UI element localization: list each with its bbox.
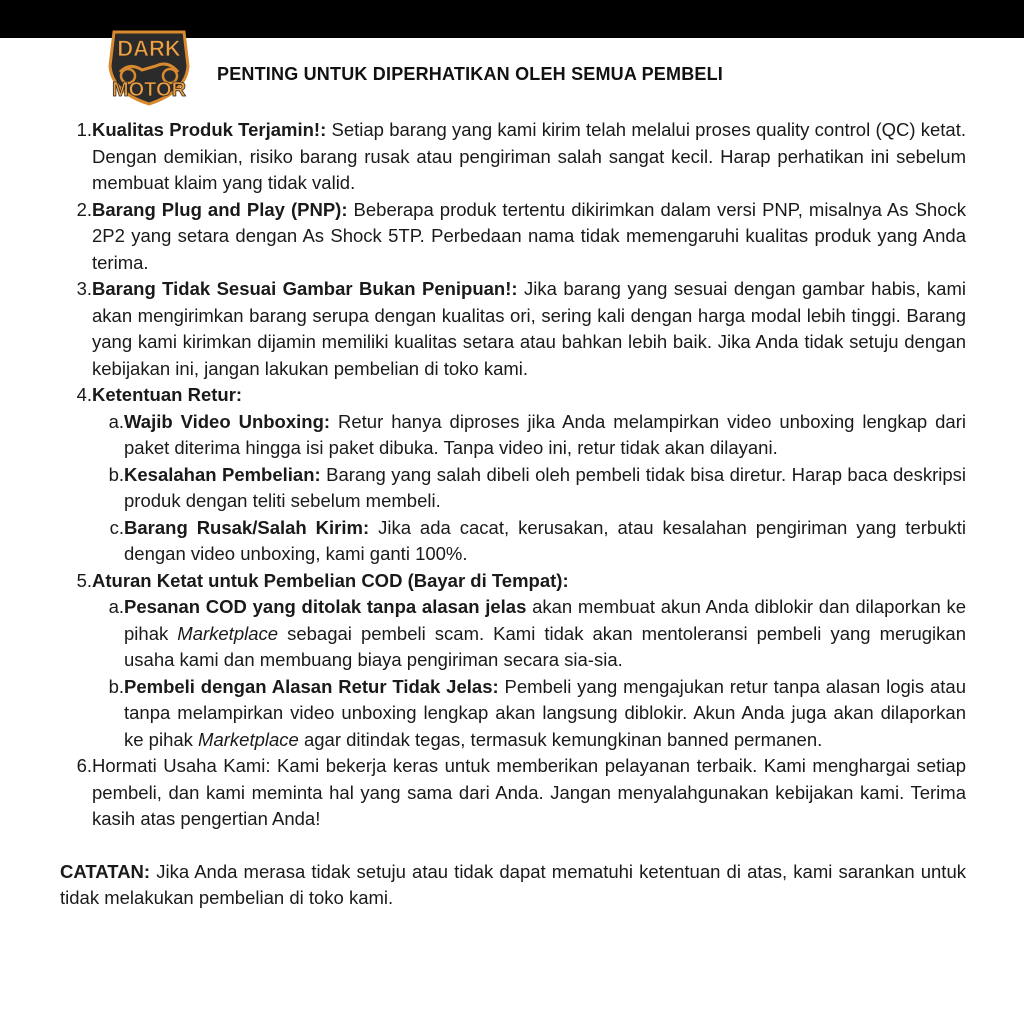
rule-item-2	[60, 197, 966, 277]
sub-description-cont: sebagai pembeli scam. Kami tidak akan mentoleransi pembeli yang merugikan usaha kami dan membuang biaya pengiriman secara sia-sia.	[124, 622, 966, 670]
sub-item-b	[92, 674, 966, 754]
rule-label: Barang Tidak Sesuai Gambar Bukan Penipuan!:	[92, 278, 518, 299]
rule-text	[92, 197, 966, 277]
sub-list-letter: a.	[108, 410, 124, 432]
rule-description: Hormati Usaha Kami: Kami bekerja keras untuk memberikan pelayanan terbaik. Kami menghargai setiap pembeli, dan kami meminta hal yang sama dari Anda. Jangan menyalahgunakan kebijakan kami. Terima kasih atas pengertian Anda!	[92, 755, 966, 829]
sub-list-letter: c.	[109, 516, 124, 538]
logo-text-top: DARK	[117, 36, 181, 61]
rule-item-3	[60, 276, 966, 382]
closing-note	[60, 859, 966, 912]
sub-item-a	[92, 409, 966, 462]
list-number: 4.	[76, 384, 92, 405]
marketplace-term: Marketplace	[177, 622, 279, 644]
sub-item-c	[92, 515, 966, 568]
sub-label: Pesanan COD yang ditolak tanpa alasan jelas	[124, 596, 527, 617]
dark-motor-logo	[106, 26, 192, 106]
sub-description: Barang yang salah dibeli oleh pembeli tidak bisa diretur. Harap baca deskripsi produk dengan teliti sebelum membeli.	[124, 463, 966, 511]
sub-label: Kesalahan Pembelian:	[124, 463, 321, 485]
sub-text	[124, 409, 966, 462]
sub-label: Barang Rusak/Salah Kirim:	[124, 516, 370, 538]
rule-label: Kualitas Produk Terjamin!:	[92, 119, 327, 140]
sub-description: akan membuat akun Anda diblokir dan dilaporkan ke pihak	[124, 596, 966, 644]
rule-description: Beberapa produk tertentu dikirimkan dalam versi PNP, misalnya As Shock 2P2 yang setara dengan As Shock 5TP. Perbedaan nama tidak memengaruhi kualitas produk yang Anda terima.	[92, 198, 966, 273]
list-number: 3.	[76, 278, 92, 299]
rule-item-6	[60, 753, 966, 833]
rule-item-4	[60, 382, 966, 568]
list-number: 6.	[76, 755, 92, 776]
sub-label: Wajib Video Unboxing:	[124, 410, 331, 432]
rule-item-1	[60, 117, 966, 197]
rule-text	[92, 276, 966, 382]
sub-description-cont: agar ditindak tegas, termasuk kemungkinan banned permanen.	[298, 728, 823, 750]
sub-list-letter: b.	[108, 675, 124, 697]
rule-text	[92, 382, 966, 409]
document-body	[60, 117, 966, 930]
list-number: 2.	[76, 198, 92, 220]
marketplace-term: Marketplace	[198, 728, 299, 750]
sub-list-letter: b.	[108, 463, 124, 485]
rule-text	[92, 117, 966, 197]
sub-item-b	[92, 462, 966, 515]
rule-item-5	[60, 568, 966, 754]
sub-description: Jika ada cacat, kerusakan, atau kesalahan pengiriman yang terbukti dengan video unboxing, kami ganti 100%.	[124, 516, 966, 564]
sub-text	[124, 462, 966, 515]
sub-description: Pembeli yang mengajukan retur tanpa alasan logis atau tanpa melampirkan video unboxing lengkap akan langsung diblokir. Akun Anda juga akan dilaporkan ke pihak	[124, 675, 967, 750]
sub-text	[124, 594, 966, 674]
rules-list	[60, 117, 966, 833]
list-number: 1.	[76, 119, 92, 140]
page-title: PENTING UNTUK DIPERHATIKAN OLEH SEMUA PEMBELI	[217, 64, 724, 84]
rule-description: Setiap barang yang kami kirim telah melalui proses quality control (QC) ketat. Dengan demikian, risiko barang rusak atau pengiriman salah sangat kecil. Harap perhatikan ini sebelum membuat klaim yang tidak valid.	[92, 119, 966, 193]
sub-description: Retur hanya diproses jika Anda melampirkan video unboxing lengkap dari paket diterima hingga isi paket dibuka. Tanpa video ini, retur tidak akan dilayani.	[124, 410, 966, 458]
list-number: 5.	[76, 569, 92, 591]
note-label: CATATAN:	[60, 860, 151, 882]
rule-label: Aturan Ketat untuk Pembelian COD (Bayar di Tempat):	[92, 569, 569, 591]
note-text: Jika Anda merasa tidak setuju atau tidak dapat mematuhi ketentuan di atas, kami sarankan untuk tidak melakukan pembelian di toko kami.	[60, 860, 966, 908]
rule-text	[92, 568, 966, 595]
rule-label: Barang Plug and Play (PNP):	[92, 198, 348, 220]
sub-label: Pembeli dengan Alasan Retur Tidak Jelas:	[124, 675, 499, 697]
sub-item-a	[92, 594, 966, 674]
sub-list-letter: a.	[108, 596, 124, 617]
rule-description: Jika barang yang sesuai dengan gambar habis, kami akan mengirimkan barang serupa dengan kualitas ori, sering kali dengan harga modal lebih tinggi. Barang yang kami kirimkan dijamin memiliki kualitas setara atau bahkan lebih baik. Jika Anda tidak setuju dengan kebijakan ini, jangan lakukan pembelian di toko kami.	[92, 278, 966, 379]
sub-text	[124, 515, 966, 568]
sub-text	[124, 674, 966, 754]
sub-list	[92, 409, 966, 568]
sub-list	[92, 594, 966, 753]
logo-text-bottom: MOTOR	[111, 79, 187, 101]
rule-label: Ketentuan Retur:	[92, 384, 243, 405]
